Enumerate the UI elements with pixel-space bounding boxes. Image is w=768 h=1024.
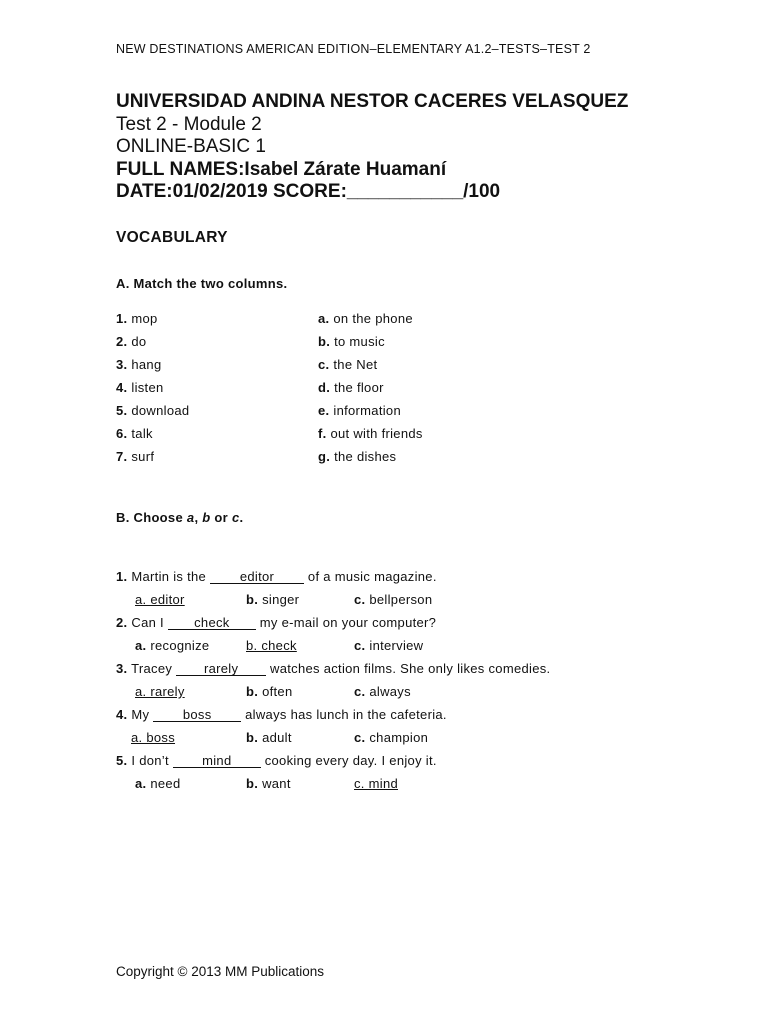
question-item: 1. Martin is the editor of a music magazine. (116, 569, 437, 584)
item-text: the dishes (334, 449, 397, 464)
item-letter: f. (318, 426, 327, 441)
answer-options (116, 776, 550, 799)
question-item: 3. Tracey rarely watches action films. She only likes comedies. (116, 661, 551, 676)
answer-options (116, 730, 550, 753)
item-text: hang (131, 357, 162, 372)
option-c: c. mind (354, 776, 399, 791)
title-block (116, 91, 628, 204)
full-names: FULL NAMES:Isabel Zárate Huamaní (116, 158, 447, 180)
answer-options (116, 638, 550, 661)
question-list (116, 569, 550, 799)
item-text: on the phone (333, 311, 413, 326)
item-text: information (333, 403, 401, 418)
option-b: b. check (246, 638, 297, 653)
item-letter: b. (318, 334, 331, 349)
item-letter: d. (318, 380, 331, 395)
option-c: c. always (354, 684, 411, 699)
item-number: 1. (116, 311, 128, 326)
option-c: c. champion (354, 730, 429, 745)
option-a: a. need (135, 776, 181, 791)
option-c: c. bellperson (354, 592, 433, 607)
item-letter: c. (318, 357, 330, 372)
option-a: a. editor (135, 592, 185, 607)
item-text: listen (131, 380, 164, 395)
item-text: talk (131, 426, 153, 441)
item-text: do (131, 334, 147, 349)
option-a: a. recognize (135, 638, 210, 653)
question-item: 5. I don’t mind cooking every day. I enjoy it. (116, 753, 437, 768)
university-name: UNIVERSIDAD ANDINA NESTOR CACERES VELASQUEZ (116, 91, 629, 112)
item-number: 3. (116, 357, 128, 372)
answer-blank: rarely (176, 662, 266, 676)
item-text: download (131, 403, 190, 418)
item-letter: e. (318, 403, 330, 418)
copyright-footer: Copyright © 2013 MM Publications (116, 964, 325, 979)
item-number: 5. (116, 403, 128, 418)
item-letter: g. (318, 449, 331, 464)
question-item: 2. Can I check my e-mail on your computer? (116, 615, 437, 630)
item-number: 6. (116, 426, 128, 441)
item-text: the floor (334, 380, 384, 395)
item-text: surf (131, 449, 155, 464)
answer-blank: editor (210, 570, 304, 584)
option-b: b. want (246, 776, 291, 791)
item-number: 7. (116, 449, 128, 464)
option-b: b. singer (246, 592, 300, 607)
section-title: VOCABULARY (116, 229, 228, 246)
option-c: c. interview (354, 638, 424, 653)
item-text: mop (131, 311, 158, 326)
answer-options (116, 684, 550, 707)
answer-options (116, 592, 550, 615)
running-header: NEW DESTINATIONS AMERICAN EDITION–ELEMENTARY A1.2–TESTS–TEST 2 (116, 42, 591, 56)
item-number: 2. (116, 334, 128, 349)
item-text: to music (334, 334, 385, 349)
item-letter: a. (318, 311, 330, 326)
option-b: b. often (246, 684, 293, 699)
course-name: ONLINE-BASIC 1 (116, 136, 266, 157)
item-text: the Net (333, 357, 378, 372)
part-a-instruction: A. Match the two columns. (116, 276, 288, 291)
question-item: 4. My boss always has lunch in the cafeteria. (116, 707, 447, 722)
date-score: DATE:01/02/2019 SCORE:___________/100 (116, 181, 501, 202)
option-b: b. adult (246, 730, 292, 745)
test-title: Test 2 - Module 2 (116, 113, 262, 135)
part-b-instruction: B. Choose a, b or c. (116, 510, 244, 525)
item-number: 4. (116, 380, 128, 395)
item-text: out with friends (330, 426, 423, 441)
answer-blank: mind (173, 754, 261, 768)
answer-blank: check (168, 616, 256, 630)
option-a: a. rarely (135, 684, 185, 699)
option-a: a. boss (131, 730, 176, 745)
answer-blank: boss (153, 708, 241, 722)
